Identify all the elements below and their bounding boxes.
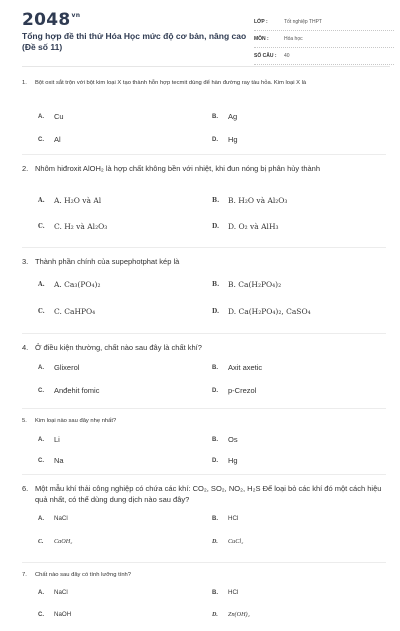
page-title: Tổng hợp đề thi thử Hóa Học mức độ cơ bản, nâng cao (Đề số 11): [22, 31, 247, 52]
meta-class: [254, 15, 394, 31]
option-text: Cu: [54, 112, 64, 121]
question-stem: [22, 79, 386, 88]
option-text: NaCl: [54, 515, 68, 522]
option-letter: D.: [212, 136, 218, 143]
option-letter: D.: [212, 538, 218, 545]
option-text: D. Ca(H₂PO₄)₂, CaSO₄: [228, 307, 311, 316]
question-list: [22, 79, 386, 631]
option-b[interactable]: [212, 515, 238, 522]
question-stem: [22, 342, 386, 353]
option-text: CaOH₂: [54, 538, 73, 545]
option-letter: B.: [212, 436, 218, 443]
question-item: [22, 571, 386, 631]
question-stem: [22, 483, 386, 505]
option-c[interactable]: [38, 307, 95, 316]
option-d[interactable]: [212, 386, 256, 395]
option-letter: B.: [212, 197, 220, 204]
option-b[interactable]: [212, 363, 262, 372]
question-item: [22, 342, 386, 409]
option-d[interactable]: [212, 456, 238, 465]
option-letter: D.: [212, 387, 218, 394]
option-text: HCl: [228, 589, 239, 596]
logo-suffix: vn: [71, 12, 81, 19]
question-number: 4.: [22, 343, 29, 352]
option-letter: D.: [212, 457, 218, 464]
option-letter: A.: [38, 515, 44, 522]
option-d[interactable]: [212, 611, 250, 618]
option-letter: D.: [212, 223, 220, 230]
option-letter: C.: [38, 136, 44, 143]
question-text: Chất nào sau đây có tính lưỡng tính?: [35, 572, 131, 578]
question-item: [22, 483, 386, 563]
option-letter: B.: [212, 281, 220, 288]
option-letter: A.: [38, 281, 45, 288]
option-a[interactable]: [38, 363, 79, 372]
option-text: NaOH: [54, 611, 72, 618]
option-letter: C.: [38, 308, 45, 315]
question-number: 7.: [22, 572, 27, 578]
question-text: Một mẫu khí thải công nghiệp có chứa các khí: CO₂, SO₂, NO₂, H₂S Để loại bỏ các khí đó một cách hiệu quả nhất, có thể dùng dung dịch nào sau đây?: [35, 484, 382, 504]
option-d[interactable]: [212, 538, 243, 545]
question-text: Kim loại nào sau đây nhẹ nhất?: [35, 418, 117, 424]
question-text: Thành phần chính của supephotphat kép là: [35, 257, 180, 266]
question-item: [22, 256, 386, 334]
option-c[interactable]: [38, 456, 64, 465]
option-text: Axit axetic: [228, 363, 263, 372]
question-text: Nhôm hiđroxit AlOH₂ là hợp chất không bền với nhiệt, khi đun nóng bị phân hủy thành: [35, 164, 321, 173]
page-header: [22, 0, 390, 67]
option-text: A. Ca₃(PO₄)₂: [54, 280, 101, 289]
question-text: Ở điều kiện thường, chất nào sau đây là chất khí?: [35, 343, 202, 352]
question-stem: [22, 256, 386, 267]
question-item: [22, 163, 386, 248]
option-text: CuCl₂: [228, 538, 244, 545]
option-letter: A.: [38, 364, 44, 371]
option-text: Os: [228, 435, 238, 444]
option-text: B. Ca(H₂PO₄)₂: [228, 280, 282, 289]
meta-question-count: [254, 49, 394, 65]
question-item: [22, 79, 386, 155]
option-d[interactable]: [212, 135, 238, 144]
option-letter: B.: [212, 113, 218, 120]
option-c[interactable]: [38, 386, 99, 395]
question-item: [22, 417, 386, 475]
option-text: Glixerol: [54, 363, 80, 372]
option-letter: A.: [38, 589, 44, 596]
option-letter: A.: [38, 197, 45, 204]
meta-label: MÔN :: [254, 36, 269, 42]
meta-subject: [254, 32, 394, 48]
question-number: 3.: [22, 257, 29, 266]
option-text: Ag: [228, 112, 238, 121]
option-b[interactable]: [212, 280, 281, 289]
option-text: D. O₂ và AlH₃: [228, 222, 279, 231]
option-letter: C.: [38, 611, 44, 618]
option-b[interactable]: [212, 435, 238, 444]
option-text: C. H₂ và Al₂O₃: [54, 222, 108, 231]
option-text: B. H₂O và Al₂O₃: [228, 196, 288, 205]
option-text: HCl: [228, 515, 239, 522]
question-number: 6.: [22, 484, 29, 493]
option-c[interactable]: [38, 538, 72, 545]
option-c[interactable]: [38, 611, 71, 618]
option-b[interactable]: [212, 196, 287, 205]
site-logo[interactable]: [22, 10, 80, 30]
option-letter: B.: [212, 364, 218, 371]
question-stem: [22, 417, 386, 426]
option-letter: A.: [38, 436, 44, 443]
option-text: Hg: [228, 456, 238, 465]
question-text: Bột oxit sắt trộn với bột kim loại X tạo thành hỗn hợp tecmit dùng để hàn đường ray tàu hỏa. Kim loại X là: [35, 80, 307, 86]
meta-label: LỚP :: [254, 19, 268, 25]
question-stem: [22, 571, 386, 580]
option-b[interactable]: [212, 589, 238, 596]
option-c[interactable]: [38, 222, 107, 231]
option-d[interactable]: [212, 307, 311, 316]
option-text: Anđehit fomic: [54, 386, 100, 395]
option-letter: A.: [38, 113, 44, 120]
option-a[interactable]: [38, 589, 68, 596]
option-c[interactable]: [38, 135, 61, 144]
option-text: Zn(OH)₂: [228, 611, 250, 618]
meta-value: 40: [284, 53, 290, 59]
option-b[interactable]: [212, 112, 237, 121]
option-a[interactable]: [38, 280, 100, 289]
meta-value: Tốt nghiệp THPT: [284, 19, 322, 25]
meta-label: SỐ CÂU :: [254, 53, 277, 59]
option-letter: B.: [212, 515, 218, 522]
option-letter: D.: [212, 308, 220, 315]
option-text: A. H₂O và Al: [54, 196, 102, 205]
option-letter: C.: [38, 387, 44, 394]
option-a[interactable]: [38, 435, 60, 444]
option-a[interactable]: [38, 515, 68, 522]
option-text: Na: [54, 456, 64, 465]
question-stem: [22, 163, 386, 174]
question-number: 5.: [22, 418, 27, 424]
question-number: 2.: [22, 164, 29, 173]
exam-meta: [254, 15, 394, 66]
option-a[interactable]: [38, 112, 64, 121]
option-text: NaCl: [54, 589, 68, 596]
option-a[interactable]: [38, 196, 101, 205]
question-number: 1.: [22, 80, 27, 86]
option-d[interactable]: [212, 222, 279, 231]
option-letter: B.: [212, 589, 218, 596]
option-letter: C.: [38, 223, 45, 230]
option-letter: C.: [38, 538, 44, 545]
option-letter: D.: [212, 611, 218, 618]
option-text: Li: [54, 435, 60, 444]
logo-text: 2048: [22, 10, 71, 30]
option-text: Hg: [228, 135, 238, 144]
option-text: Al: [54, 135, 61, 144]
option-text: p-Crezol: [228, 386, 257, 395]
option-text: C. CaHPO₄: [54, 307, 96, 316]
meta-value: Hóa học: [284, 36, 303, 42]
option-letter: C.: [38, 457, 44, 464]
